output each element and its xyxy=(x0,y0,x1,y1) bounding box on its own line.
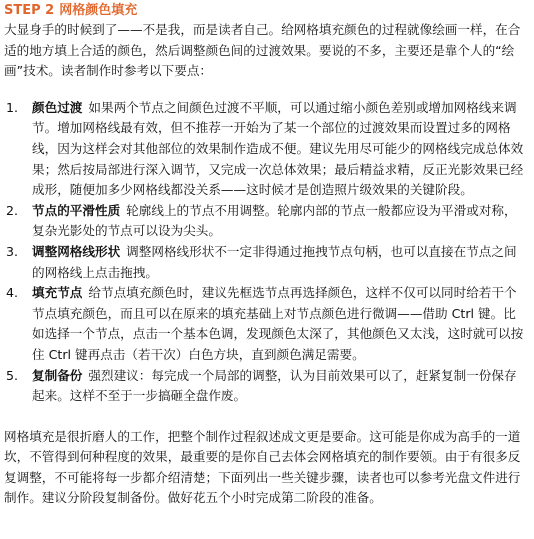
closing-paragraph: 网格填充是很折磨人的工作，把整个制作过程叙述成文更是要命。这可能是你成为高手的一道坎，不管得到何种程度的效果，最重要的是你自己去体会网格填充的制作要领。由于有很多反复调整，不可能将每一步都介绍清楚；下面列出一些关键步骤，读者也可以参考光盘文件进行制作。建议分阶段复制备份。做好花五个小时完成第二阶段的准备。 xyxy=(4,428,521,506)
tip-number: 2. xyxy=(6,202,19,218)
intro-paragraph: 大显身手的时候到了——不是我，而是读者自己。给网格填充颜色的过程就像绘画一样，在合适的地方填上合适的颜色，然后调整颜色间的过渡效果。要说的不多，主要还是靠个人的“绘画”技术。读者制作时参考以下要点： xyxy=(4,22,521,79)
tip-text: 强烈建议：每完成一个局部的调整，认为目前效果可以了，赶紧复制一份保存起来。这样不至于一步搞砸全盘作废。 xyxy=(32,367,517,404)
tip-term: 填充节点 xyxy=(32,285,83,301)
tip-number: 1. xyxy=(6,99,19,115)
tip-text: 调整网格线形状不一定非得通过拖拽节点句柄，也可以直接在节点之间的网格线上点击拖拽。 xyxy=(32,243,517,280)
tip-text: 如果两个节点之间颜色过渡不平顺，可以通过缩小颜色差别或增加网格线来调节。增加网格线最有效，但不推荐一开始为了某一个部位的过渡效果而设置过多的网格线，因为这样会对其他部位的效果制作造成不便。建议先用尽可能少的网格线完成总体效果；然后按局部进行深入调节，又完成一次总体效果；最后精益求精，反正光影效果已经成形，随便加多少网格线都没关系——这时候才是创造照片级效果的关键阶段。 xyxy=(32,99,524,198)
tip-text: 轮廓线上的节点不用调整。轮廓内部的节点一般都应设为平滑或对称，复杂光影处的节点可以设为尖头。 xyxy=(32,202,517,239)
tip-item xyxy=(4,98,527,201)
tip-term: 颜色过渡 xyxy=(32,99,83,115)
tip-term: 节点的平滑性质 xyxy=(32,202,121,218)
tip-term: 复制备份 xyxy=(32,367,83,383)
tip-item xyxy=(4,201,527,242)
tip-item xyxy=(4,366,527,407)
tip-item xyxy=(4,283,527,365)
tip-text: 给节点填充颜色时，建议先框选节点再选择颜色，这样不仅可以同时给若干个节点填充颜色，而且可以在原来的填充基础上对节点颜色进行微调——借助 Ctrl 键。比如选择一个节点，点击一个基本色调，发现颜色太深了，其他颜色又太浅，这时就可以按住 Ctrl 键再点击（若干次）白色方块，直到颜色满足需要。 xyxy=(32,285,524,362)
tip-number: 4. xyxy=(6,285,19,301)
step-number: STEP 2 xyxy=(4,3,55,18)
tips-list xyxy=(4,98,527,407)
tip-term: 调整网格线形状 xyxy=(32,243,121,259)
step-heading xyxy=(4,2,527,20)
step-title: 网格颜色填充 xyxy=(59,3,138,18)
tip-number: 3. xyxy=(6,243,19,259)
tip-item xyxy=(4,242,527,283)
tip-number: 5. xyxy=(6,367,19,383)
